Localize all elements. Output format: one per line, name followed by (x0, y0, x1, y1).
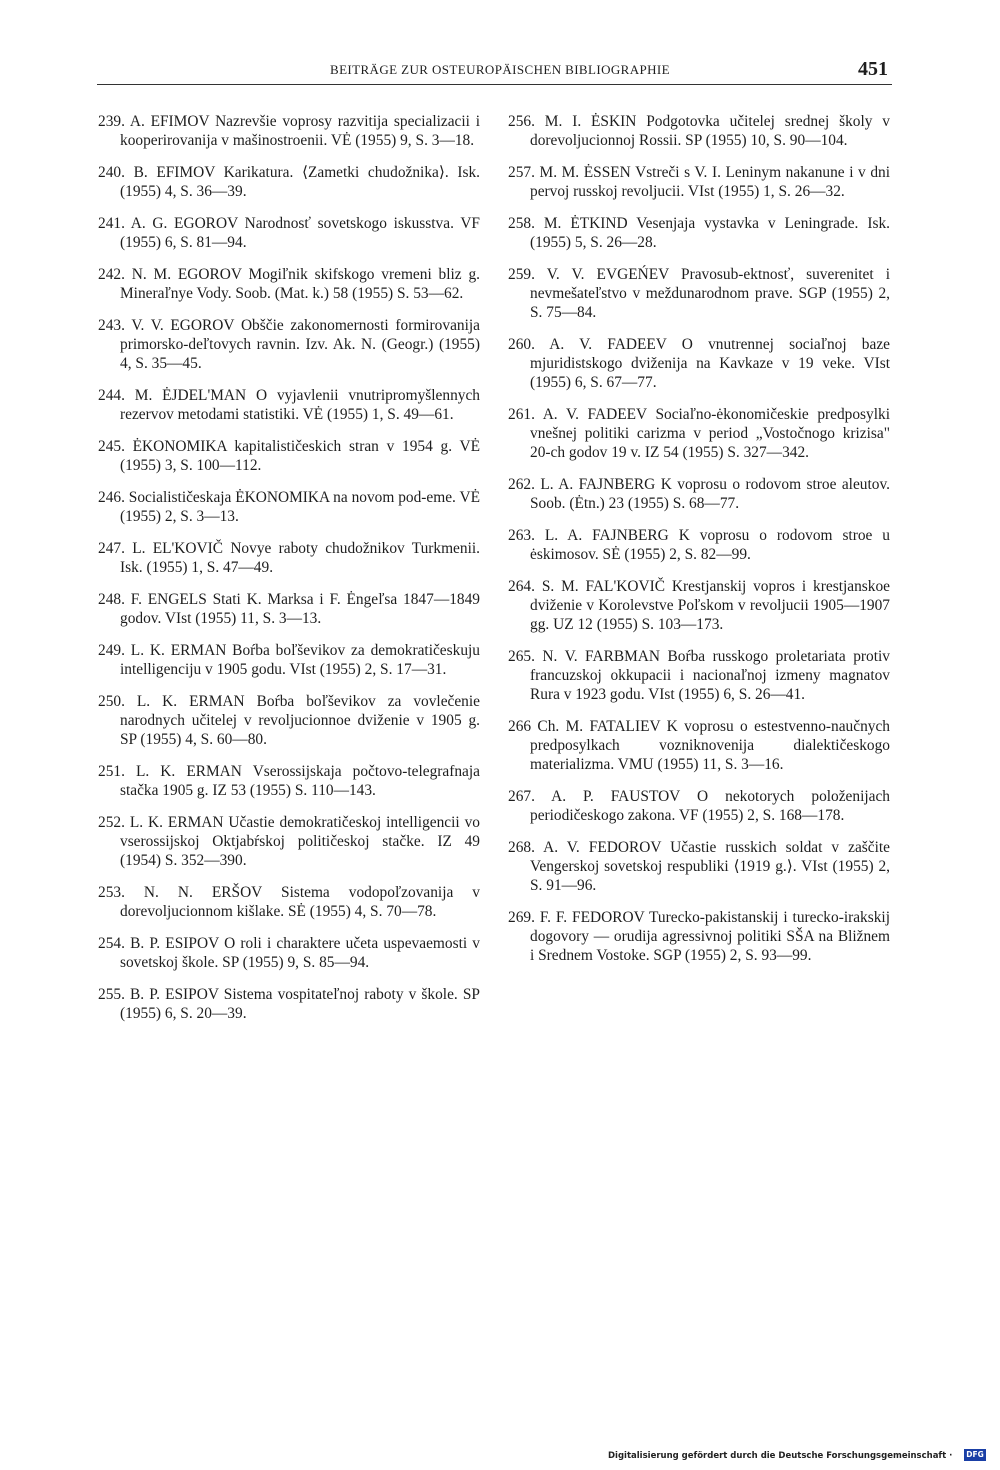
bib-entry-252: 252. L. K. ERMAN Učastie demokratičeskoj intelligencii vo vserossijskoj Oktjabŕskoj političeskoj stačke. IZ 49 (1954) S. 352—390. (98, 814, 480, 869)
bib-entry-242: 242. N. M. EGOROV Mogiľnik skifskogo vremeni bliz g. Mineraľnye Vody. Soob. (Mat. k.) 58 (1955) S. 53—62. (98, 266, 480, 302)
digitization-credit: Digitalisierung gefördert durch die Deutsche Forschungsgemeinschaft · (608, 1451, 953, 1461)
bib-entry-265: 265. N. V. FARBMAN Boŕba russkogo proletariata protiv francuzskoj okkupacii i nacionaľnoj izmeny magnatov Rura v 1923 godu. VIst (1955) 6, S. 26—41. (508, 648, 890, 703)
bib-entry-268: 268. A. V. FEDOROV Učastie russkich soldat v zaščite Vengerskoj sovetskoj respubliki ⟨1919 g.⟩. VIst (1955) 2, S. 91—96. (508, 839, 890, 894)
bib-entry-263: 263. L. A. FAJNBERG K voprosu o rodovom stroe u ėskimosov. SĖ (1955) 2, S. 82—99. (508, 527, 890, 563)
bib-entry-244: 244. M. ĖJDEL'MAN O vyjavlenii vnutripromyšlennych rezervov metodami statistiki. VĖ (1955) 1, S. 49—61. (98, 387, 480, 423)
bib-entry-240: 240. B. EFIMOV Karikatura. ⟨Zametki chudožnika⟩. Isk. (1955) 4, S. 36—39. (98, 164, 480, 200)
bib-entry-259: 259. V. V. EVGEŃEV Pravosub-ektnosť, suverenitet i nevmešateľstvo v meždunarodnom prave. SGP (1955) 2, S. 75—84. (508, 266, 890, 321)
bib-entry-247: 247. L. EL'KOVIČ Novye raboty chudožnikov Turkmenii. Isk. (1955) 1, S. 47—49. (98, 540, 480, 576)
dfg-logo: DFG (964, 1449, 986, 1461)
bib-entry-254: 254. B. P. ESIPOV O roli i charaktere učeta uspevaemosti v sovetskoj škole. SP (1955) 9, S. 85—94. (98, 935, 480, 971)
bib-entry-243: 243. V. V. EGOROV Obščie zakonomernosti formirovanija primorsko-deľtovych ravnin. Izv. Ak. N. (Geogr.) (1955) 4, S. 35—45. (98, 317, 480, 372)
page-number: 451 (858, 58, 888, 80)
bib-entry-255: 255. B. P. ESIPOV Sistema vospitateľnoj raboty v škole. SP (1955) 6, S. 20—39. (98, 986, 480, 1022)
bib-entry-253: 253. N. N. ERŠOV Sistema vodopoľzovanija v dorevoljucionnom kišlake. SĖ (1955) 4, S. 70—78. (98, 884, 480, 920)
bib-entry-262: 262. L. A. FAJNBERG K voprosu o rodovom stroe aleutov. Soob. (Ėtn.) 23 (1955) S. 68—77. (508, 476, 890, 512)
bib-entry-239: 239. A. EFIMOV Nazrevšie voprosy razvitija specializacii i kooperirovanija v mašinostroenii. VĖ (1955) 9, S. 3—18. (98, 113, 480, 149)
bib-entry-245: 245. ĖKONOMIKA kapitalističeskich stran v 1954 g. VĖ (1955) 3, S. 100—112. (98, 438, 480, 474)
bib-entry-269: 269. F. F. FEDOROV Turecko-pakistanskij i turecko-irakskij dogovory — orudija agressivnoj politiki SŠA na Bližnem i Srednem Vostoke. SGP (1955) 2, S. 93—99. (508, 909, 890, 964)
bib-entry-256: 256. M. I. ĖSKIN Podgotovka učitelej srednej školy v dorevoljucionnoj Rossii. SP (1955) 10, S. 90—104. (508, 113, 890, 149)
bib-entry-258: 258. M. ĖTKIND Vesenjaja vystavka v Leningrade. Isk. (1955) 5, S. 26—28. (508, 215, 890, 251)
bib-entry-261: 261. A. V. FADEEV Sociaľno-ėkonomičeskie predposylki vnešnej politiki carizma v period „Vostočnogo krizisa" 20-ch godov 19 v. IZ 54 (1955) S. 327—342. (508, 406, 890, 461)
bib-entry-266: 266 Ch. M. FATALIEV K voprosu o estestvenno-naučnych predposylkach vozniknovenija dialektičeskogo materializma. VMU (1955) 11, S. 3—16. (508, 718, 890, 773)
bib-entry-246: 246. Socialističeskaja ĖKONOMIKA na novom pod-eme. VĖ (1955) 2, S. 3—13. (98, 489, 480, 525)
bib-entry-267: 267. A. P. FAUSTOV O nekotorych položenijach periodičeskogo zakona. VF (1955) 2, S. 168—178. (508, 788, 890, 824)
bib-entry-257: 257. M. M. ĖSSEN Vstreči s V. I. Leninym nakanune i v dni pervoj russkoj revoljucii. VIst (1955) 1, S. 26—32. (508, 164, 890, 200)
header-rule (97, 84, 892, 85)
right-column (508, 112, 890, 978)
bib-entry-260: 260. A. V. FADEEV O vnutrennej sociaľnoj baze mjuridistskogo dviženija na Kavkaze v 19 veke. VIst (1955) 6, S. 67—77. (508, 336, 890, 391)
running-header: BEITRÄGE ZUR OSTEUROPÄISCHEN BIBLIOGRAPHIE (330, 62, 670, 77)
bib-entry-248: 248. F. ENGELS Stati K. Marksa i F. Ėngeľsa 1847—1849 godov. VIst (1955) 11, S. 3—13. (98, 591, 480, 627)
bib-entry-249: 249. L. K. ERMAN Boŕba boľševikov za demokratičeskuju intelligenciju v 1905 godu. VIst (1955) 2, S. 17—31. (98, 642, 480, 678)
bib-entry-264: 264. S. M. FAL'KOVIČ Krestjanskij vopros i krestjanskoe dviženie v Korolevstve Poľskom v revoljucii 1905—1907 gg. UZ 12 (1955) S. 103—173. (508, 578, 890, 633)
left-column (98, 112, 480, 1036)
bib-entry-251: 251. L. K. ERMAN Vserossijskaja počtovo-telegrafnaja stačka 1905 g. IZ 53 (1955) S. 110—143. (98, 763, 480, 799)
bib-entry-250: 250. L. K. ERMAN Boŕba boľševikov za vovlečenie narodnych učitelej v revoljucionnoe dviženie v 1905 g. SP (1955) 4, S. 60—80. (98, 693, 480, 748)
bib-entry-241: 241. A. G. EGOROV Narodnosť sovetskogo iskusstva. VF (1955) 6, S. 81—94. (98, 215, 480, 251)
